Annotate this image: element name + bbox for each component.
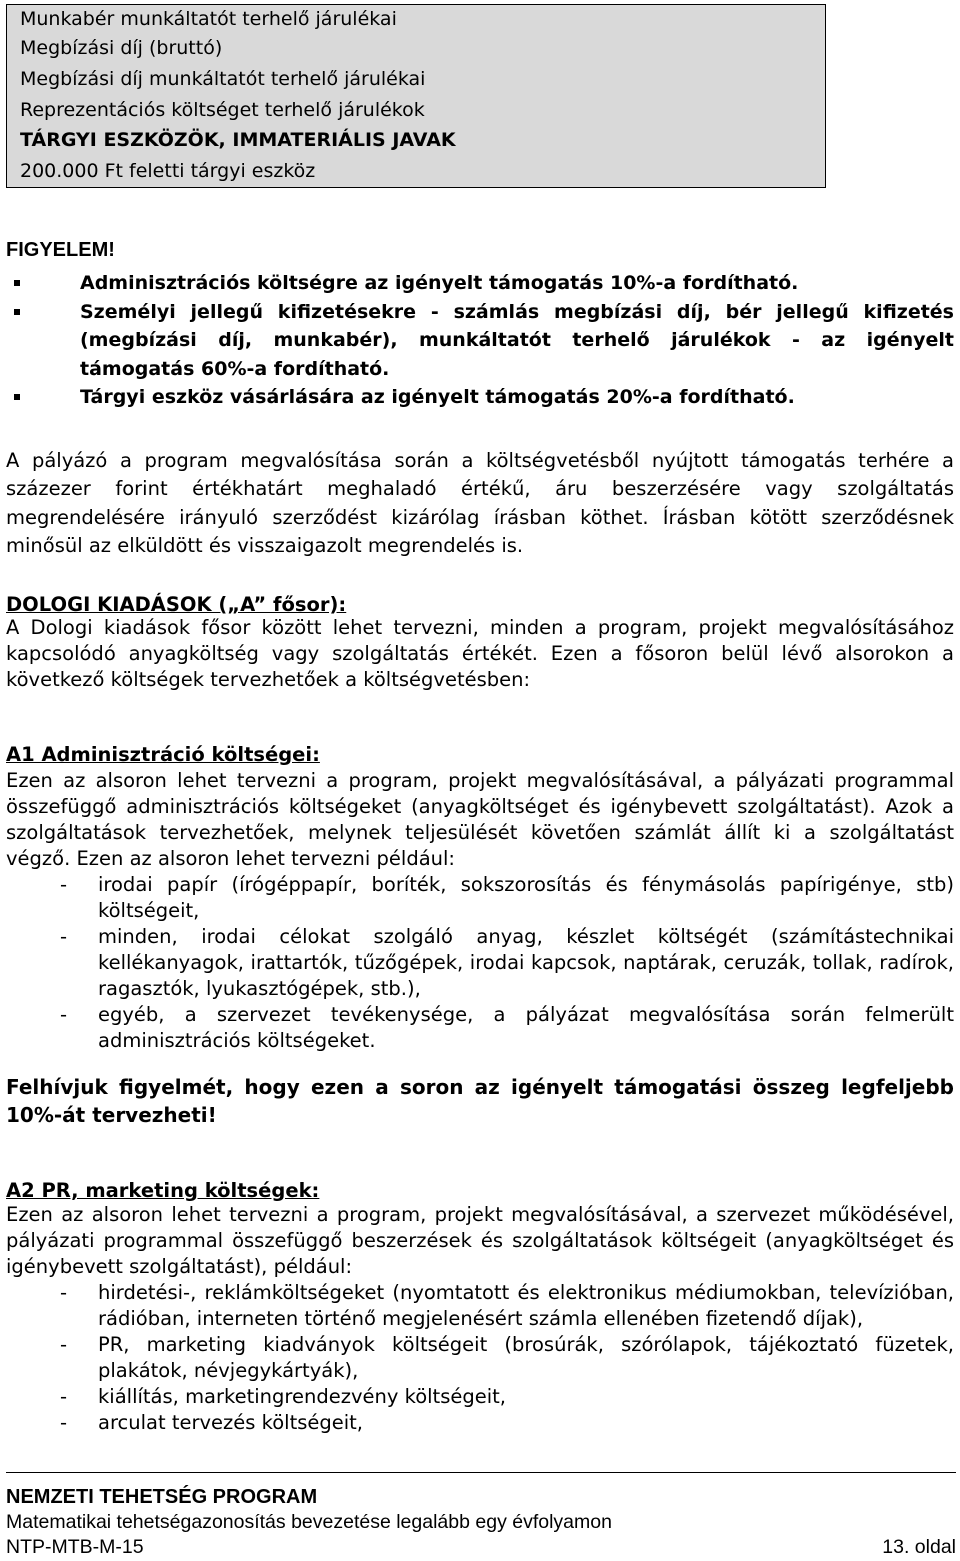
list-item-text: kiállítás, marketingrendezvény költségeit,: [98, 1385, 506, 1408]
budget-table: [6, 4, 826, 188]
list-item-text: hirdetési-, reklámköltségeket (nyomtatott és elektronikus médiumokban, televízióban, rádióban, interneten történő megjelenésért számla ellenében fizetendő díjak),: [98, 1281, 954, 1330]
dash-bullet-icon: -: [60, 873, 68, 896]
contract-paragraph: A pályázó a program megvalósítása során a költségvetésből nyújtott támogatás terhére a százezer forint értékhatárt meghaladó értékű, áru beszerzésére vagy szolgáltatás megrendelésére irányuló szerződést kizárólag írásban köthet. Írásban kötött szerződésnek minősül az elküldött és visszaigazolt megrendelés is.: [6, 449, 954, 558]
a1-list: [6, 872, 954, 1054]
list-item: [6, 1384, 954, 1410]
list-item: [6, 924, 954, 1002]
budget-table-row: Megbízási díj (bruttó): [20, 37, 223, 59]
dologi-text: A Dologi kiadások fősor között lehet tervezni, minden a program, projekt megvalósításához kapcsolódó anyagköltség vagy szolgáltatás értékét. Ezen a fősoron belül lévő alsorokon a következő költségek tervezhetőek a költségvetésben:: [6, 616, 954, 691]
notice-title: FIGYELEM!: [6, 239, 115, 261]
square-bullet-icon: [14, 309, 20, 315]
list-item: [6, 1280, 954, 1332]
budget-table-row: Reprezentációs költséget terhelő járulékok: [20, 98, 425, 121]
list-item-text: arculat tervezés költségeit,: [98, 1411, 364, 1434]
dash-bullet-icon: -: [60, 1411, 68, 1434]
a2-heading: A2 PR, marketing költségek:: [6, 1179, 320, 1202]
budget-table-row: 200.000 Ft feletti tárgyi eszköz: [20, 160, 316, 183]
list-item-text: egyéb, a szervezet tevékenysége, a pályázat megvalósítása során felmerült adminisztrációs költségeket.: [98, 1003, 954, 1052]
a1-text: Ezen az alsoron lehet tervezni a program, projekt megvalósításával, a pályázati programmal összefüggő adminisztrációs költségeket (anyagköltséget és igénybevett szolgáltatást). Azok a szolgáltatások tervezhetőek, melynek teljesülését követően számlát állít ki a szolgáltatást végző. Ezen az alsoron lehet tervezni például:: [6, 769, 954, 870]
list-item: [6, 1410, 954, 1436]
dologi-heading: DOLOGI KIADÁSOK („A” fősor):: [6, 593, 347, 616]
notice-bullet: [6, 298, 954, 384]
notice-bullet-text: Adminisztrációs költségre az igényelt támogatás 10%-a fordítható.: [80, 272, 799, 294]
dash-bullet-icon: -: [60, 1385, 68, 1408]
notice-bullet: [6, 383, 954, 412]
list-item-text: minden, irodai célokat szolgáló anyag, készlet költségét (számítástechnikai kellékanyagok, irattartók, tűzőgépek, irodai kapcsok, naptárak, ceruzák, tollak, radírok, ragasztók, lyukasztógépek, stb.),: [98, 925, 954, 1000]
list-item: [6, 1002, 954, 1054]
notice-bullet-text: Személyi jellegű kifizetésekre - számlás megbízási díj, bér jellegű kifizetés (megbízási díj, munkabér), munkáltatót terhelő járulékok - az igényelt támogatás 60%-a fordítható.: [80, 300, 954, 380]
notice-bullet-text: Tárgyi eszköz vásárlására az igényelt támogatás 20%-a fordítható.: [80, 386, 795, 409]
budget-table-row: Megbízási díj munkáltatót terhelő járulékai: [20, 67, 426, 90]
page-footer: [6, 1472, 956, 1559]
dash-bullet-icon: -: [60, 925, 68, 948]
footer-row: [6, 1535, 956, 1559]
a2-text: Ezen az alsoron lehet tervezni a program, projekt megvalósításával, a szervezet működésével, pályázati programmal összefüggő beszerzések és szolgáltatások költségeit (anyagköltséget és igénybevett szolgáltatást), például:: [6, 1203, 954, 1278]
a2-list: [6, 1280, 954, 1436]
a1-heading: A1 Adminisztráció költségei:: [6, 743, 320, 766]
footer-program: NEMZETI TEHETSÉG PROGRAM: [6, 1486, 318, 1508]
square-bullet-icon: [14, 280, 20, 286]
notice-bullet: [6, 269, 954, 298]
dash-bullet-icon: -: [60, 1333, 68, 1356]
budget-table-row: TÁRGYI ESZKÖZÖK, IMMATERIÁLIS JAVAK: [20, 129, 456, 152]
dash-bullet-icon: -: [60, 1003, 68, 1026]
list-item-text: irodai papír (írógéppapír, boríték, sokszorosítás és fénymásolás papírigénye, stb) költségeit,: [98, 873, 954, 922]
list-item: [6, 1332, 954, 1384]
a1-warning: Felhívjuk figyelmét, hogy ezen a soron az igényelt támogatási összeg legfeljebb 10%-át tervezheti!: [6, 1075, 954, 1127]
square-bullet-icon: [14, 394, 20, 400]
list-item-text: PR, marketing kiadványok költségeit (brosúrák, szórólapok, tájékoztató füzetek, plakátok, névjegykártyák),: [98, 1333, 954, 1382]
page-number: 13. oldal: [882, 1536, 956, 1558]
notice-bullets: [6, 269, 954, 412]
footer-code: NTP-MTB-M-15: [6, 1536, 144, 1558]
footer-subtitle: Matematikai tehetségazonosítás bevezetése legalább egy évfolyamon: [6, 1511, 612, 1533]
budget-table-row: Munkabér munkáltatót terhelő járulékai: [20, 8, 397, 30]
dash-bullet-icon: -: [60, 1281, 68, 1304]
list-item: [6, 872, 954, 924]
